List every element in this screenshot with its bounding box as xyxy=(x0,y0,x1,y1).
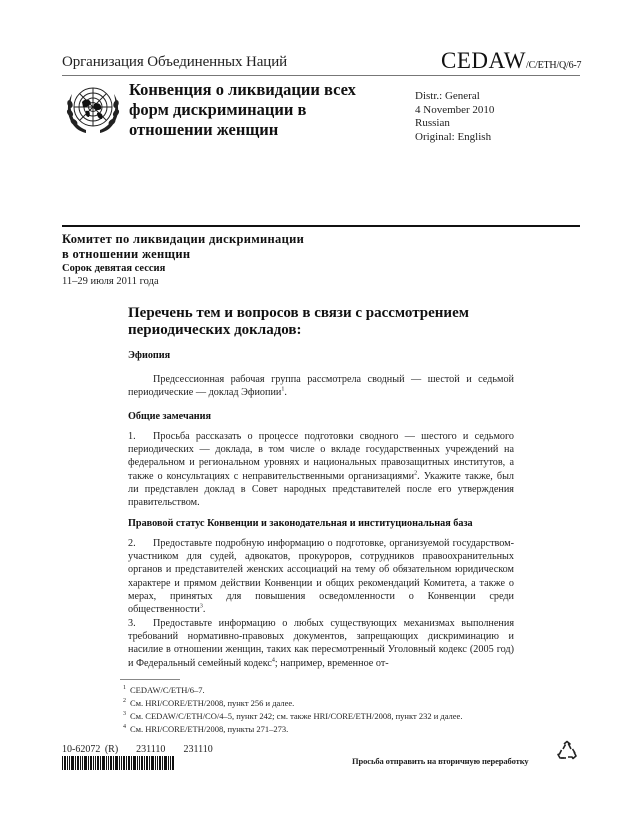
doc-number: 10-62072 (R) xyxy=(62,744,119,755)
issue-date: 4 November 2010 xyxy=(415,103,495,116)
footnote-number: 4 xyxy=(123,724,126,731)
paragraph-1 xyxy=(128,430,514,509)
footnote xyxy=(120,683,462,696)
intro-text: Предсессионная рабочая группа рассмотрела сводный — шестой и седьмой периодические — доклад Эфиопии xyxy=(128,374,514,399)
heading-line: периодических докладов: xyxy=(128,322,302,338)
paragraph-text: Просьба рассказать о процессе подготовки сводного — шестого и седьмого периодических — доклада, в том числе о вкладе государственных учреждений на федеральном и региональном уровнях и национальных правозащитных институтов, а также о консультациях с неправительственными организациями xyxy=(128,431,514,482)
paragraph-number: 3. xyxy=(128,618,136,629)
committee-line: в отношении женщин xyxy=(62,247,191,261)
footnote-text: См. HRI/CORE/ETH/2008, пункт 256 и далее. xyxy=(130,697,295,708)
footnote xyxy=(120,709,462,722)
original-language: Original: English xyxy=(415,130,492,143)
footnote-ref: 1 xyxy=(281,386,285,393)
paragraph-number: 2. xyxy=(128,538,136,549)
un-emblem-icon xyxy=(64,80,122,138)
paragraph-number: 1. xyxy=(128,431,136,442)
heading-line: Перечень тем и вопросов в связи с рассмотрением xyxy=(128,305,469,321)
paragraph-text-cont: . xyxy=(202,604,206,616)
paragraph-text-cont: . Укажите также, был ли представлен доклад в Совет народных представителей после его утверждения правительством. xyxy=(128,470,515,509)
country-heading: Эфиопия xyxy=(128,350,171,361)
paragraph-text: Предоставьте информацию о любых существующих механизмах выполнения требований нормативно-правовых документов, запрещающих дискриминацию и насилие в отношении женщин, таких как пересмотренный Уголовный кодекс (2005 год) и Федеральный семейный кодекс xyxy=(128,618,514,669)
recycle-icon xyxy=(556,740,578,762)
paragraph-text: Предоставьте подробную информацию о подготовке, организуемой государством-участником для судей, адвокатов, прокуроров, сотрудников правоохранительных органов и представителей женских ассоциаций на тему об обязательном юридическом характере и прямом действии Конвенции и общих рекомендаций Комитета, а также о мерах, принятых для повышения осведомленности о Конвенции среди общественности xyxy=(128,538,514,616)
document-reference xyxy=(62,744,213,755)
paragraph-3 xyxy=(128,617,514,670)
title-line: Конвенция о ликвидации всех xyxy=(129,80,356,99)
footnote-number: 1 xyxy=(123,685,126,691)
section-heading: Общие замечания xyxy=(128,411,212,422)
header-rule xyxy=(62,75,580,76)
paragraph-2 xyxy=(128,537,514,616)
distribution-meta xyxy=(415,90,494,144)
footnote xyxy=(120,696,462,709)
footnote-text: См. CEDAW/C/ETH/CO/4–5, пункт 242; см. также HRI/CORE/ETH/2008, пункт 232 и далее. xyxy=(130,711,463,722)
footnote-ref: 3 xyxy=(199,603,203,610)
distribution: Distr.: General xyxy=(415,90,480,102)
convention-title xyxy=(129,80,356,140)
footnote xyxy=(120,722,462,735)
document-symbol xyxy=(441,48,581,74)
footnote-number: 3 xyxy=(123,711,126,718)
session-label: Сорок девятая сессия xyxy=(62,263,166,274)
organization-name: Организация Объединенных Наций xyxy=(62,54,288,70)
language: Russian xyxy=(415,117,450,129)
title-line: форм дискриминации в xyxy=(129,100,307,119)
intro-paragraph xyxy=(128,373,514,399)
document-heading xyxy=(128,305,528,339)
footnote-ref: 4 xyxy=(271,657,275,664)
footnotes xyxy=(120,683,462,736)
footnote-text: См. HRI/CORE/ETH/2008, пункты 271–273. xyxy=(130,724,289,735)
committee-line: Комитет по ликвидации дискриминации xyxy=(62,232,305,246)
symbol-main: CEDAW xyxy=(441,48,526,73)
footnote-text: CEDAW/C/ETH/6–7. xyxy=(130,684,205,695)
recycle-notice: Просьба отправить на вторичную переработку xyxy=(352,756,529,766)
code-2: 231110 xyxy=(183,744,213,755)
session-dates: 11–29 июля 2011 года xyxy=(62,276,159,287)
section-rule xyxy=(62,225,580,227)
footnote-ref: 2 xyxy=(414,470,418,477)
title-line: отношении женщин xyxy=(129,120,279,139)
intro-end: . xyxy=(284,387,287,399)
paragraph-text-cont: ; например, временное от- xyxy=(274,657,389,669)
committee-name xyxy=(62,232,304,262)
symbol-suffix: /C/ETH/Q/6-7 xyxy=(525,60,582,71)
footnote-number: 2 xyxy=(123,698,126,705)
barcode-icon xyxy=(62,756,174,770)
section-heading: Правовой статус Конвенции и законодательная и институциональная база xyxy=(128,518,473,529)
footnote-rule xyxy=(120,679,180,680)
code-1: 231110 xyxy=(136,744,166,755)
